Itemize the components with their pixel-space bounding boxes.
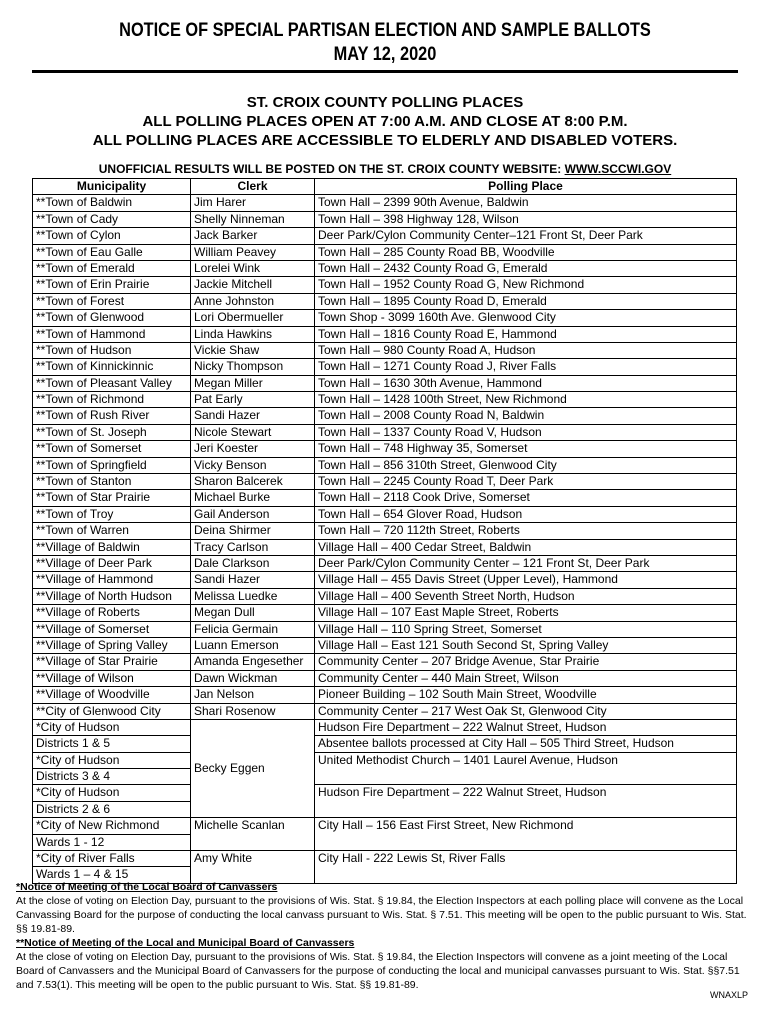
table-row xyxy=(33,605,737,621)
table-row xyxy=(33,457,737,473)
polling-place-cell: Community Center – 217 West Oak St, Glenwood City xyxy=(315,703,737,719)
table-row xyxy=(33,392,737,408)
municipality-cell: **City of Glenwood City xyxy=(33,703,191,719)
clerk-cell: Amy White xyxy=(191,851,315,884)
municipality-cell: **Town of Star Prairie xyxy=(33,490,191,506)
clerk-cell: Sandi Hazer xyxy=(191,572,315,588)
clerk-cell: Megan Miller xyxy=(191,375,315,391)
table-row xyxy=(33,310,737,326)
clerk-cell xyxy=(191,719,315,817)
polling-place-cell: Village Hall – 400 Seventh Street North, Hudson xyxy=(315,588,737,604)
clerk-cell: Melissa Luedke xyxy=(191,588,315,604)
table-row xyxy=(33,506,737,522)
municipality-cell: **Village of Spring Valley xyxy=(33,637,191,653)
municipality-cell: **Village of Somerset xyxy=(33,621,191,637)
table-row xyxy=(33,851,737,867)
table-row xyxy=(33,408,737,424)
polling-place-cell: Town Shop - 3099 160th Ave. Glenwood City xyxy=(315,310,737,326)
table-row xyxy=(33,375,737,391)
clerk-cell: Lori Obermueller xyxy=(191,310,315,326)
polling-place-cell: Hudson Fire Department – 222 Walnut Street, Hudson xyxy=(315,719,737,735)
municipality-cell: **Town of Baldwin xyxy=(33,195,191,211)
municipality-cell: **Town of Somerset xyxy=(33,441,191,457)
polling-place-cell: Town Hall – 2399 90th Avenue, Baldwin xyxy=(315,195,737,211)
municipality-cell: **Village of Woodville xyxy=(33,687,191,703)
polling-place-cell: Absentee ballots processed at City Hall – 505 Third Street, Hudson xyxy=(315,736,737,752)
clerk-cell: Michelle Scanlan xyxy=(191,818,315,851)
table-row xyxy=(33,277,737,293)
table-row xyxy=(33,572,737,588)
clerk-cell: Lorelei Wink xyxy=(191,260,315,276)
municipal-canvass-notice xyxy=(16,936,754,992)
municipality-cell: **Town of St. Joseph xyxy=(33,424,191,440)
table-row xyxy=(33,211,737,227)
polling-place-cell: Town Hall – 1816 County Road E, Hammond xyxy=(315,326,737,342)
table-row xyxy=(33,621,737,637)
municipality-cell: Districts 3 & 4 xyxy=(33,769,191,785)
accessibility-heading: ALL POLLING PLACES ARE ACCESSIBLE TO ELDERLY AND DISABLED VOTERS. xyxy=(92,132,678,149)
clerk-cell: Sandi Hazer xyxy=(191,408,315,424)
polling-place-cell: Town Hall – 980 County Road A, Hudson xyxy=(315,342,737,358)
municipality-cell: Districts 1 & 5 xyxy=(33,736,191,752)
clerk-cell: Jan Nelson xyxy=(191,687,315,703)
city-rows xyxy=(33,719,737,883)
table-row xyxy=(33,687,737,703)
header-polling-place: Polling Place xyxy=(315,179,737,195)
clerk-cell: Gail Anderson xyxy=(191,506,315,522)
clerk-cell: Jack Barker xyxy=(191,228,315,244)
polling-place-cell: Town Hall – 1271 County Road J, River Falls xyxy=(315,359,737,375)
municipality-cell: Wards 1 - 12 xyxy=(33,834,191,850)
header-clerk: Clerk xyxy=(191,179,315,195)
hours-heading: ALL POLLING PLACES OPEN AT 7:00 A.M. AND CLOSE AT 8:00 P.M. xyxy=(142,113,628,130)
municipality-cell: **Village of Baldwin xyxy=(33,539,191,555)
municipality-cell: **Town of Erin Prairie xyxy=(33,277,191,293)
municipality-cell: *City of Hudson xyxy=(33,752,191,768)
municipality-cell: *City of Hudson xyxy=(33,719,191,735)
polling-place-cell: Town Hall – 2245 County Road T, Deer Park xyxy=(315,474,737,490)
clerk-cell: Linda Hawkins xyxy=(191,326,315,342)
table-row xyxy=(33,555,737,571)
clerk-cell: Jackie Mitchell xyxy=(191,277,315,293)
table-row xyxy=(33,752,737,768)
polling-place-cell: Town Hall – 1428 100th Street, New Richmond xyxy=(315,392,737,408)
polling-place-cell: Town Hall – 1630 30th Avenue, Hammond xyxy=(315,375,737,391)
polling-place-cell: Town Hall – 748 Highway 35, Somerset xyxy=(315,441,737,457)
municipality-cell: **Town of Eau Galle xyxy=(33,244,191,260)
polling-place-cell: Town Hall – 720 112th Street, Roberts xyxy=(315,523,737,539)
clerk-cell: William Peavey xyxy=(191,244,315,260)
table-row xyxy=(33,736,737,752)
table-row xyxy=(33,359,737,375)
municipality-cell: **Town of Kinnickinnic xyxy=(33,359,191,375)
municipality-cell: **Town of Hammond xyxy=(33,326,191,342)
municipality-cell: *City of Hudson xyxy=(33,785,191,801)
clerk-cell: Dawn Wickman xyxy=(191,670,315,686)
polling-place-cell: Community Center – 207 Bridge Avenue, Star Prairie xyxy=(315,654,737,670)
table-row xyxy=(33,818,737,834)
municipal-canvass-body: At the close of voting on Election Day, pursuant to the provisions of Wis. Stat. § 19.84, the Election Inspectors will convene as a joint meeting of the Local Board of Canvassers and the Municipal Board of Canvassers for the purpose of conducting the local and municipal canvasses pursuant to Wis. Stat. §§7.51 and 7.53(1). This meeting will be open to the public pursuant to Wis. Stat. §§ 19.81-89. xyxy=(16,951,740,991)
clerk-cell: Deina Shirmer xyxy=(191,523,315,539)
polling-place-cell: Deer Park/Cylon Community Center–121 Front St, Deer Park xyxy=(315,228,737,244)
municipality-cell: **Town of Cylon xyxy=(33,228,191,244)
table-row xyxy=(33,228,737,244)
table-row xyxy=(33,195,737,211)
municipality-cell: Districts 2 & 6 xyxy=(33,801,191,817)
notice-date: MAY 12, 2020 xyxy=(333,44,437,65)
polling-place-cell: Town Hall – 1952 County Road G, New Richmond xyxy=(315,277,737,293)
polling-place-cell: Village Hall – 455 Davis Street (Upper Level), Hammond xyxy=(315,572,737,588)
polling-places-table xyxy=(32,178,737,884)
table-row xyxy=(33,785,737,801)
clerk-cell: Shari Rosenow xyxy=(191,703,315,719)
table-row xyxy=(33,260,737,276)
municipality-cell: **Town of Pleasant Valley xyxy=(33,375,191,391)
clerk-cell: Pat Early xyxy=(191,392,315,408)
municipality-cell: **Village of Roberts xyxy=(33,605,191,621)
clerk-cell: Vickie Shaw xyxy=(191,342,315,358)
clerk-name: Becky Eggen xyxy=(194,761,265,776)
table-row xyxy=(33,342,737,358)
table-row xyxy=(33,719,737,735)
polling-place-cell: Village Hall – 107 East Maple Street, Roberts xyxy=(315,605,737,621)
table-body xyxy=(33,195,737,720)
municipality-cell: Wards 1 – 4 & 15 xyxy=(33,867,191,883)
clerk-cell: Nicky Thompson xyxy=(191,359,315,375)
local-canvass-body: At the close of voting on Election Day, pursuant to the provisions of Wis. Stat. § 19.84, the Election Inspectors at each polling place will convene as the Local Canvassing Board for the purpose of conducting the local canvass pursuant to Wis. Stat. § 7.51. This meeting will be open to the public pursuant to Wis. Stat. §§ 19.81-89. xyxy=(16,895,747,935)
table-row xyxy=(33,244,737,260)
polling-place-cell: Village Hall – 400 Cedar Street, Baldwin xyxy=(315,539,737,555)
polling-place-cell: Town Hall – 1337 County Road V, Hudson xyxy=(315,424,737,440)
clerk-cell: Shelly Ninneman xyxy=(191,211,315,227)
county-heading: ST. CROIX COUNTY POLLING PLACES xyxy=(246,94,524,111)
municipality-cell: *City of New Richmond xyxy=(33,818,191,834)
polling-place-cell: Town Hall – 2432 County Road G, Emerald xyxy=(315,260,737,276)
table-row xyxy=(33,637,737,653)
table-row xyxy=(33,588,737,604)
clerk-cell: Jeri Koester xyxy=(191,441,315,457)
municipality-cell: **Town of Springfield xyxy=(33,457,191,473)
publication-code: WNAXLP xyxy=(709,990,748,1000)
table-row xyxy=(33,703,737,719)
polling-place-cell: Village Hall – 110 Spring Street, Somerset xyxy=(315,621,737,637)
polling-place-cell: Hudson Fire Department – 222 Walnut Street, Hudson xyxy=(315,785,737,818)
municipality-cell: **Town of Forest xyxy=(33,293,191,309)
polling-place-cell: City Hall - 222 Lewis St, River Falls xyxy=(315,851,737,884)
municipality-cell: **Town of Troy xyxy=(33,506,191,522)
table-row xyxy=(33,490,737,506)
website-link[interactable]: WWW.SCCWI.GOV xyxy=(564,162,672,176)
table-row xyxy=(33,424,737,440)
polling-place-cell: Community Center – 440 Main Street, Wilson xyxy=(315,670,737,686)
municipality-cell: **Village of Star Prairie xyxy=(33,654,191,670)
municipality-cell: **Town of Warren xyxy=(33,523,191,539)
results-notice-text: UNOFFICIAL RESULTS WILL BE POSTED ON THE ST. CROIX COUNTY WEBSITE: xyxy=(98,162,565,176)
polling-place-cell: Town Hall – 398 Highway 128, Wilson xyxy=(315,211,737,227)
clerk-cell: Felicia Germain xyxy=(191,621,315,637)
clerk-cell: Sharon Balcerek xyxy=(191,474,315,490)
clerk-cell: Amanda Engesether xyxy=(191,654,315,670)
municipality-cell: **Village of Deer Park xyxy=(33,555,191,571)
table-row xyxy=(33,326,737,342)
table-row xyxy=(33,670,737,686)
table-row xyxy=(33,539,737,555)
polling-place-cell: City Hall – 156 East First Street, New Richmond xyxy=(315,818,737,851)
municipality-cell: **Town of Glenwood xyxy=(33,310,191,326)
municipality-cell: **Village of Wilson xyxy=(33,670,191,686)
polling-place-cell: Town Hall – 285 County Road BB, Woodville xyxy=(315,244,737,260)
clerk-cell: Dale Clarkson xyxy=(191,555,315,571)
title-divider xyxy=(32,70,738,73)
municipal-canvass-heading: **Notice of Meeting of the Local and Municipal Board of Canvassers xyxy=(16,937,355,949)
clerk-cell: Luann Emerson xyxy=(191,637,315,653)
polling-place-cell: Town Hall – 1895 County Road D, Emerald xyxy=(315,293,737,309)
polling-place-cell: Pioneer Building – 102 South Main Street, Woodville xyxy=(315,687,737,703)
polling-place-cell: Town Hall – 654 Glover Road, Hudson xyxy=(315,506,737,522)
polling-place-cell: Town Hall – 856 310th Street, Glenwood City xyxy=(315,457,737,473)
local-canvass-notice xyxy=(16,880,754,936)
municipality-cell: **Town of Richmond xyxy=(33,392,191,408)
municipality-cell: **Town of Hudson xyxy=(33,342,191,358)
municipality-cell: **Town of Rush River xyxy=(33,408,191,424)
clerk-cell: Tracy Carlson xyxy=(191,539,315,555)
notice-title: NOTICE OF SPECIAL PARTISAN ELECTION AND SAMPLE BALLOTS xyxy=(119,20,651,41)
polling-place-cell: Town Hall – 2008 County Road N, Baldwin xyxy=(315,408,737,424)
polling-place-cell: United Methodist Church – 1401 Laurel Avenue, Hudson xyxy=(315,752,737,785)
polling-place-cell: Town Hall – 2118 Cook Drive, Somerset xyxy=(315,490,737,506)
results-notice xyxy=(0,162,770,176)
polling-place-cell: Village Hall – East 121 South Second St, Spring Valley xyxy=(315,637,737,653)
clerk-cell: Jim Harer xyxy=(191,195,315,211)
municipality-cell: **Town of Emerald xyxy=(33,260,191,276)
clerk-cell: Megan Dull xyxy=(191,605,315,621)
clerk-cell: Nicole Stewart xyxy=(191,424,315,440)
table-row xyxy=(33,441,737,457)
clerk-cell: Vicky Benson xyxy=(191,457,315,473)
municipality-cell: **Village of Hammond xyxy=(33,572,191,588)
municipality-cell: **Town of Stanton xyxy=(33,474,191,490)
clerk-cell: Michael Burke xyxy=(191,490,315,506)
table-header-row xyxy=(33,179,737,195)
table-row xyxy=(33,523,737,539)
table-row xyxy=(33,293,737,309)
header-municipality: Municipality xyxy=(33,179,191,195)
municipality-cell: *City of River Falls xyxy=(33,851,191,867)
local-canvass-heading: *Notice of Meeting of the Local Board of Canvassers xyxy=(16,881,278,893)
municipality-cell: **Town of Cady xyxy=(33,211,191,227)
clerk-cell: Anne Johnston xyxy=(191,293,315,309)
polling-place-cell: Deer Park/Cylon Community Center – 121 Front St, Deer Park xyxy=(315,555,737,571)
table-row xyxy=(33,654,737,670)
table-row xyxy=(33,474,737,490)
municipality-cell: **Village of North Hudson xyxy=(33,588,191,604)
